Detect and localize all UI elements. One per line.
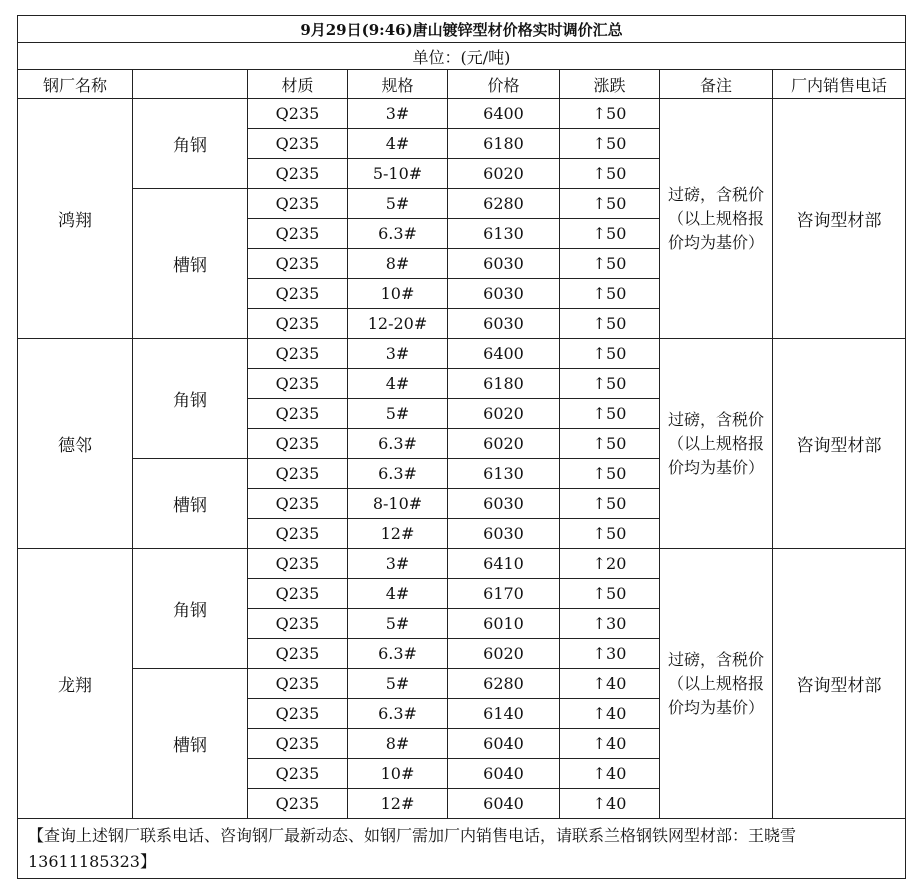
change-value: 50 [606, 284, 627, 303]
material-cell: Q235 [248, 309, 348, 339]
price-cell: 6020 [448, 159, 560, 189]
up-arrow-icon [593, 524, 606, 543]
up-arrow-icon [593, 104, 606, 123]
material-cell: Q235 [248, 189, 348, 219]
mill-name-cell: 德邻 [18, 339, 133, 549]
spec-cell: 6.3# [348, 219, 448, 249]
category-cell: 角钢 [133, 99, 248, 189]
remark-cell: 过磅，含税价（以上规格报价均为基价） [660, 99, 773, 339]
price-cell: 6040 [448, 789, 560, 819]
change-value: 40 [606, 734, 627, 753]
material-cell: Q235 [248, 249, 348, 279]
material-cell: Q235 [248, 639, 348, 669]
price-cell: 6030 [448, 309, 560, 339]
up-arrow-icon [593, 434, 606, 453]
change-value: 50 [606, 584, 627, 603]
up-arrow-icon [593, 404, 606, 423]
up-arrow-icon [593, 374, 606, 393]
change-cell [560, 189, 660, 219]
change-value: 50 [606, 254, 627, 273]
change-value: 50 [606, 104, 627, 123]
change-value: 50 [606, 134, 627, 153]
change-cell [560, 309, 660, 339]
material-cell: Q235 [248, 279, 348, 309]
change-cell [560, 339, 660, 369]
change-cell [560, 729, 660, 759]
material-cell: Q235 [248, 669, 348, 699]
spec-cell: 8-10# [348, 489, 448, 519]
up-arrow-icon [593, 254, 606, 273]
header-remark: 备注 [660, 70, 773, 99]
material-cell: Q235 [248, 789, 348, 819]
price-cell: 6020 [448, 399, 560, 429]
price-cell: 6130 [448, 459, 560, 489]
remark-cell: 过磅，含税价（以上规格报价均为基价） [660, 339, 773, 549]
material-cell: Q235 [248, 369, 348, 399]
change-value: 40 [606, 794, 627, 813]
price-cell: 6400 [448, 99, 560, 129]
change-cell [560, 699, 660, 729]
table-title: 9月29日(9:46)唐山镀锌型材价格实时调价汇总 [18, 16, 906, 43]
spec-cell: 3# [348, 339, 448, 369]
price-cell: 6020 [448, 429, 560, 459]
change-value: 50 [606, 464, 627, 483]
material-cell: Q235 [248, 549, 348, 579]
price-cell: 6170 [448, 579, 560, 609]
up-arrow-icon [593, 644, 606, 663]
material-cell: Q235 [248, 699, 348, 729]
change-cell [560, 789, 660, 819]
price-cell: 6030 [448, 519, 560, 549]
up-arrow-icon [593, 344, 606, 363]
price-cell: 6040 [448, 759, 560, 789]
spec-cell: 4# [348, 129, 448, 159]
spec-cell: 5-10# [348, 159, 448, 189]
up-arrow-icon [593, 464, 606, 483]
up-arrow-icon [593, 164, 606, 183]
material-cell: Q235 [248, 729, 348, 759]
remark-cell: 过磅，含税价（以上规格报价均为基价） [660, 549, 773, 819]
material-cell: Q235 [248, 519, 348, 549]
spec-cell: 5# [348, 399, 448, 429]
material-cell: Q235 [248, 339, 348, 369]
price-cell: 6030 [448, 249, 560, 279]
footer-row [18, 819, 906, 879]
change-cell [560, 429, 660, 459]
price-cell: 6280 [448, 669, 560, 699]
category-cell: 角钢 [133, 339, 248, 459]
spec-cell: 8# [348, 249, 448, 279]
category-cell: 槽钢 [133, 459, 248, 549]
header-spec: 规格 [348, 70, 448, 99]
change-cell [560, 549, 660, 579]
change-cell [560, 609, 660, 639]
header-phone: 厂内销售电话 [773, 70, 906, 99]
spec-cell: 4# [348, 369, 448, 399]
category-cell: 槽钢 [133, 189, 248, 339]
mill-name-cell: 鸿翔 [18, 99, 133, 339]
spec-cell: 12-20# [348, 309, 448, 339]
up-arrow-icon [593, 554, 606, 573]
change-value: 30 [606, 644, 627, 663]
change-cell [560, 129, 660, 159]
spec-cell: 8# [348, 729, 448, 759]
change-value: 50 [606, 494, 627, 513]
up-arrow-icon [593, 134, 606, 153]
spec-cell: 6.3# [348, 699, 448, 729]
price-cell: 6020 [448, 639, 560, 669]
price-cell: 6030 [448, 489, 560, 519]
change-value: 50 [606, 374, 627, 393]
spec-cell: 10# [348, 279, 448, 309]
phone-cell: 咨询型材部 [773, 339, 906, 549]
change-cell [560, 639, 660, 669]
price-cell: 6130 [448, 219, 560, 249]
change-value: 50 [606, 434, 627, 453]
change-cell [560, 249, 660, 279]
up-arrow-icon [593, 224, 606, 243]
change-value: 50 [606, 404, 627, 423]
change-value: 30 [606, 614, 627, 633]
change-cell [560, 399, 660, 429]
header-material: 材质 [248, 70, 348, 99]
change-value: 40 [606, 674, 627, 693]
category-cell: 槽钢 [133, 669, 248, 819]
material-cell: Q235 [248, 429, 348, 459]
up-arrow-icon [593, 794, 606, 813]
change-value: 20 [606, 554, 627, 573]
up-arrow-icon [593, 494, 606, 513]
footer-note: 【查询上述钢厂联系电话、咨询钢厂最新动态、如钢厂需加厂内销售电话，请联系兰格钢铁网型材部：王晓雪13611185323】 [18, 819, 906, 879]
change-cell [560, 489, 660, 519]
up-arrow-icon [593, 764, 606, 783]
change-value: 50 [606, 344, 627, 363]
change-cell [560, 669, 660, 699]
price-cell: 6400 [448, 339, 560, 369]
material-cell: Q235 [248, 219, 348, 249]
price-table [17, 15, 906, 879]
spec-cell: 5# [348, 189, 448, 219]
spec-cell: 12# [348, 519, 448, 549]
up-arrow-icon [593, 284, 606, 303]
material-cell: Q235 [248, 459, 348, 489]
price-cell: 6180 [448, 129, 560, 159]
up-arrow-icon [593, 704, 606, 723]
category-cell: 角钢 [133, 549, 248, 669]
change-cell [560, 759, 660, 789]
up-arrow-icon [593, 314, 606, 333]
change-value: 50 [606, 164, 627, 183]
up-arrow-icon [593, 734, 606, 753]
spec-cell: 4# [348, 579, 448, 609]
spec-cell: 12# [348, 789, 448, 819]
table-row [18, 549, 906, 579]
change-value: 50 [606, 314, 627, 333]
material-cell: Q235 [248, 579, 348, 609]
price-cell: 6280 [448, 189, 560, 219]
spec-cell: 10# [348, 759, 448, 789]
material-cell: Q235 [248, 489, 348, 519]
price-cell: 6410 [448, 549, 560, 579]
change-cell [560, 219, 660, 249]
change-cell [560, 369, 660, 399]
spec-cell: 6.3# [348, 429, 448, 459]
change-cell [560, 459, 660, 489]
spec-cell: 6.3# [348, 459, 448, 489]
change-value: 50 [606, 224, 627, 243]
table-row [18, 99, 906, 129]
up-arrow-icon [593, 584, 606, 603]
price-cell: 6180 [448, 369, 560, 399]
price-cell: 6010 [448, 609, 560, 639]
up-arrow-icon [593, 194, 606, 213]
change-value: 40 [606, 704, 627, 723]
table-row [18, 339, 906, 369]
change-value: 50 [606, 524, 627, 543]
header-change: 涨跌 [560, 70, 660, 99]
header-mill: 钢厂名称 [18, 70, 133, 99]
header-row [18, 70, 906, 99]
price-cell: 6030 [448, 279, 560, 309]
material-cell: Q235 [248, 759, 348, 789]
up-arrow-icon [593, 674, 606, 693]
spec-cell: 5# [348, 669, 448, 699]
change-cell [560, 519, 660, 549]
mill-name-cell: 龙翔 [18, 549, 133, 819]
material-cell: Q235 [248, 159, 348, 189]
change-value: 40 [606, 764, 627, 783]
phone-cell: 咨询型材部 [773, 549, 906, 819]
spec-cell: 3# [348, 99, 448, 129]
change-cell [560, 159, 660, 189]
change-cell [560, 99, 660, 129]
material-cell: Q235 [248, 129, 348, 159]
change-value: 50 [606, 194, 627, 213]
header-price: 价格 [448, 70, 560, 99]
spec-cell: 6.3# [348, 639, 448, 669]
material-cell: Q235 [248, 99, 348, 129]
up-arrow-icon [593, 614, 606, 633]
spec-cell: 5# [348, 609, 448, 639]
unit-label: 单位：(元/吨) [18, 43, 906, 70]
phone-cell: 咨询型材部 [773, 99, 906, 339]
price-cell: 6140 [448, 699, 560, 729]
material-cell: Q235 [248, 609, 348, 639]
header-category [133, 70, 248, 99]
change-cell [560, 279, 660, 309]
change-cell [560, 579, 660, 609]
spec-cell: 3# [348, 549, 448, 579]
material-cell: Q235 [248, 399, 348, 429]
price-cell: 6040 [448, 729, 560, 759]
